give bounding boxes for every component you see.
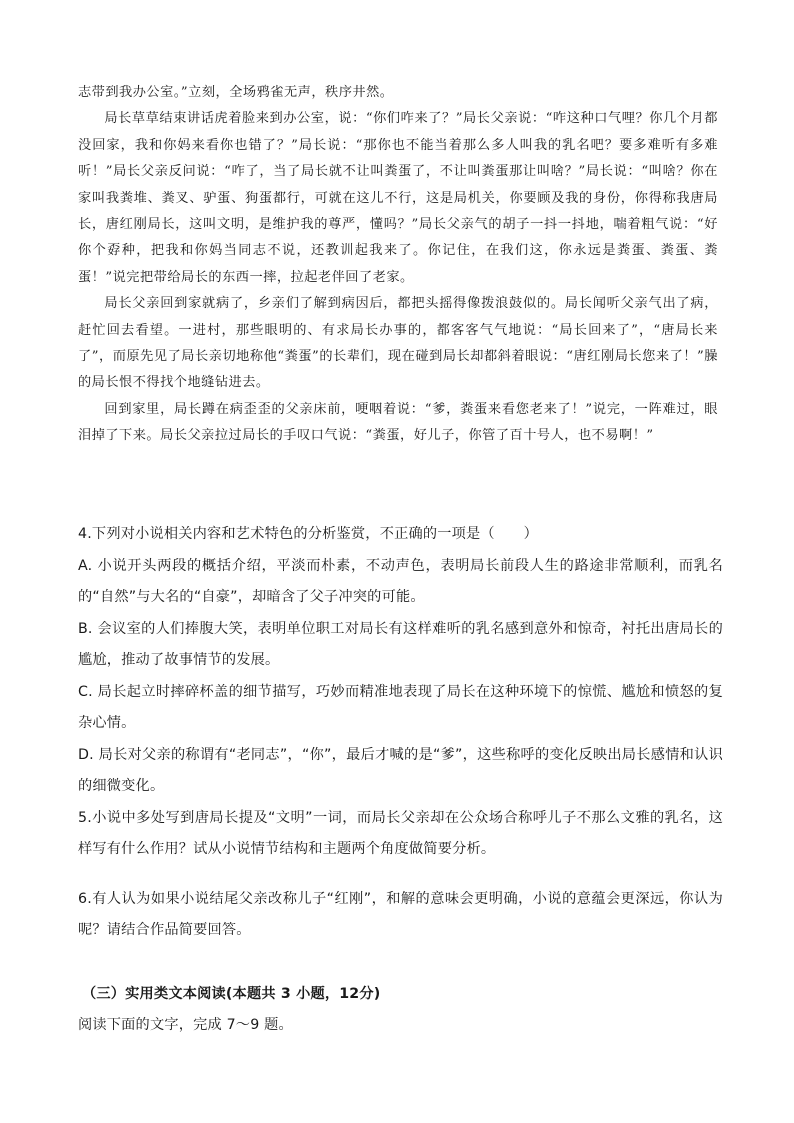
question-4-option-a: A. 小说开头两段的概括介绍，平淡而朴素，不动声色，表明局长前段人生的路途非常顺利，而乳名的“自然”与大名的“自豪”，却暗含了父子冲突的可能。 (78, 557, 723, 605)
question-6: 6.有人认为如果小说结尾父亲改称儿子“红刚”，和解的意味会更明确，小说的意蕴会更深远，你认为呢？请结合作品简要回答。 (78, 890, 723, 938)
story-paragraph: 回到家里，局长蹲在病歪歪的父亲床前，哽咽着说：“爹，粪蛋来看您老来了！”说完，一阵难过，眼泪掉了下来。局长父亲拉过局长的手叹口气说：“粪蛋，好儿子，你管了百十号人，也不易啊！” (78, 401, 718, 444)
question-4-option-d: D. 局长对父亲的称谓有“老同志”，“你”，最后才喊的是“爹”，这些称呼的变化反映出局长感情和认识的细微变化。 (78, 746, 723, 794)
question-4-stem: 4.下列对小说相关内容和艺术特色的分析鉴赏，不正确的一项是（ ） (78, 526, 538, 542)
answer-space (78, 947, 723, 979)
answer-space (78, 866, 723, 884)
question-5: 5.小说中多处写到唐局长提及“文明”一词，而局长父亲却在公众场合称呼儿子不那么文雅的乳名，这样写有什么作用？试从小说情节结构和主题两个角度做简要分析。 (78, 809, 723, 857)
questions-block (78, 519, 723, 1042)
section-3-intro: 阅读下面的文字，完成 7～9 题。 (78, 1017, 293, 1033)
story-paragraph: 志带到我办公室。”立刻，全场鸦雀无声，秩序井然。 (78, 85, 394, 100)
question-4-option-c: C. 局长起立时摔碎杯盖的细节描写，巧妙而精准地表现了局长在这种环境下的惊慌、尴尬和愤怒的复杂心情。 (78, 683, 723, 731)
question-4-option-b: B. 会议室的人们捧腹大笑，表明单位职工对局长有这样难听的乳名感到意外和惊奇，衬托出唐局长的尴尬，推动了故事情节的发展。 (78, 620, 723, 668)
story-paragraph: 局长父亲回到家就病了，乡亲们了解到病因后，都把头摇得像拨浪鼓似的。局长闻听父亲气出了病，赶忙回去看望。一进村，那些眼明的、有求局长办事的，都客客气气地说：“局长回来了”，“唐局长来了”，而原先见了局长亲切地称他“粪蛋”的长辈们，现在碰到局长却都斜着眼说：“唐红刚局长您来了！”臊的局长恨不得找个地缝钻进去。 (78, 296, 718, 391)
story-excerpt (78, 80, 718, 450)
story-paragraph: 局长草草结束讲话虎着脸来到办公室，说：“你们咋来了？”局长父亲说：“咋这种口气哩？你几个月都没回家，我和你妈来看你也错了？”局长说：“那你也不能当着那么多人叫我的乳名吧？要多难听有多难听！”局长父亲反问说：“咋了，当了局长就不让叫粪蛋了，不让叫粪蛋那让叫啥？”局长说：“叫啥？你在家叫我粪堆、粪叉、驴蛋、狗蛋都行，可就在这儿不行，这是局机关，你要顾及我的身份，你得称我唐局长，唐红刚局长，这叫文明，是维护我的尊严，懂吗？”局长父亲气的胡子一抖一抖地，喘着粗气说：“好你个孬种，把我和你妈当同志不说，还教训起我来了。你记住，在我们这，你永远是粪蛋、粪蛋、粪蛋！”说完把带给局长的东西一摔，拉起老伴回了老家。 (78, 111, 718, 285)
section-3-heading: （三）实用类文本阅读(本题共 3 小题，12分) (82, 985, 381, 1002)
